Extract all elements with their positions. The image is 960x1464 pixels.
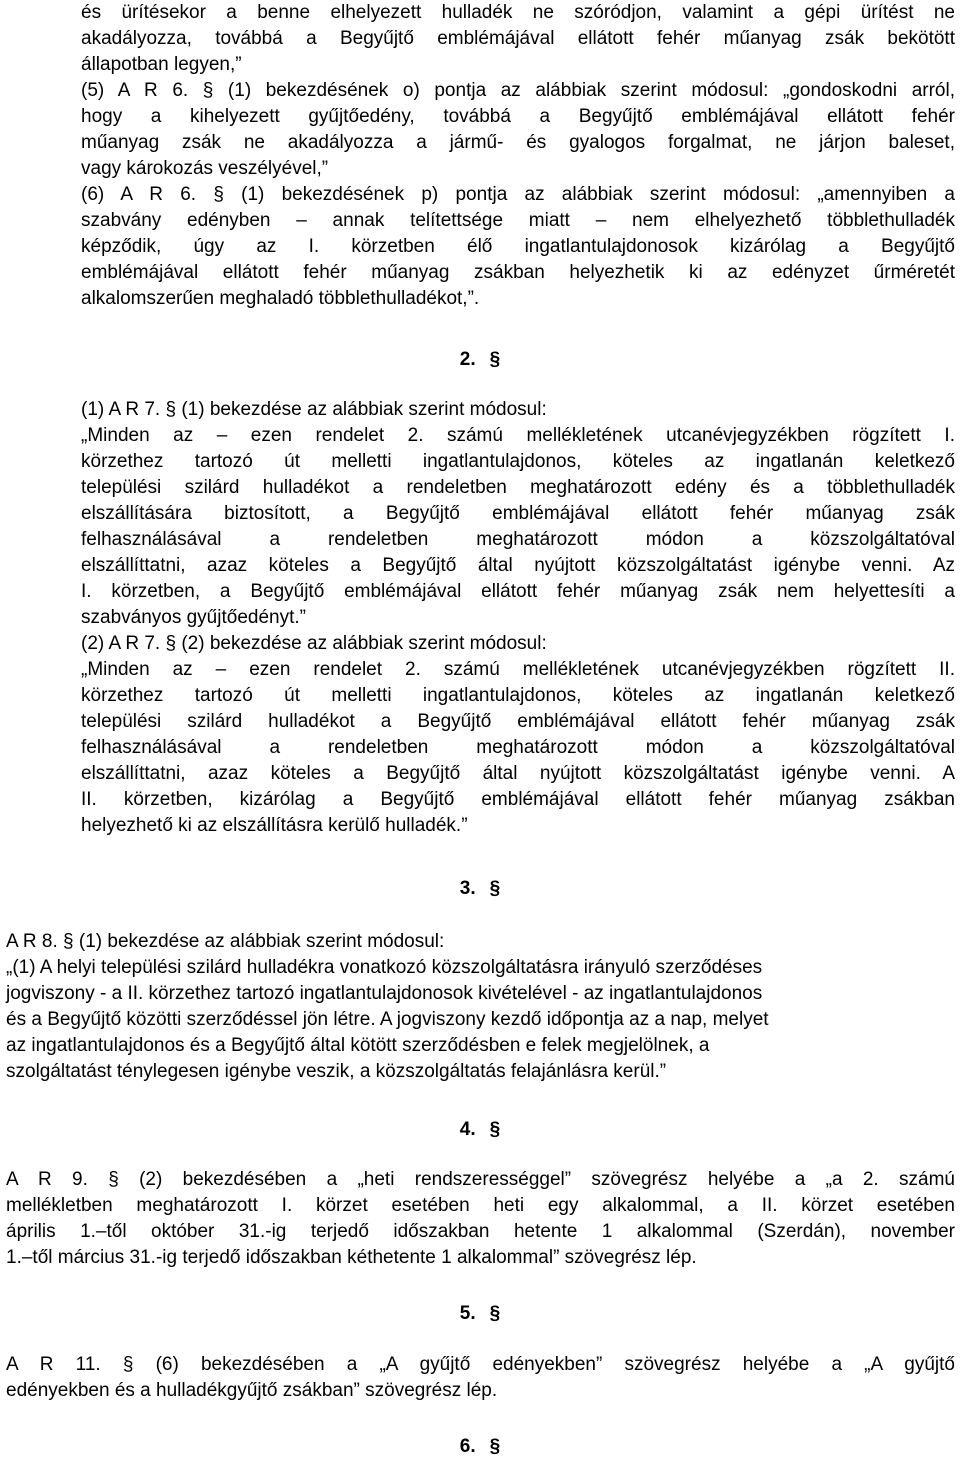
section-sign: § [489, 878, 501, 899]
section-number: 3. [459, 878, 476, 899]
text-line: (5) A R 6. § (1) bekezdésének o) pontja az alábbiak szerint módosul: „gondoskodni arról, [81, 80, 955, 101]
text-line: műanyag zsák ne akadályozza a jármű- és gyalogos forgalmat, ne járjon baleset, [81, 132, 955, 153]
section-number: 6. [459, 1436, 476, 1457]
text-line: jogviszony - a II. körzethez tartozó ingatlantulajdonosok kivételével - az ingatlantulajdonos [6, 983, 763, 1004]
text-line: emblémájával ellátott fehér műanyag zsákban helyezhetik ki az edényzet űrméretét [81, 262, 955, 283]
text-line: állapotban legyen,” [81, 54, 242, 75]
text-line: és ürítésekor a benne elhelyezett hulladék ne szóródjon, valamint a gépi ürítést ne [81, 2, 955, 23]
section-heading-3 [0, 874, 960, 904]
text-line: II. körzetben, kizárólag a Begyűjtő emblémájával ellátott fehér műanyag zsákban [81, 789, 955, 810]
text-line: A R 11. § (6) bekezdésében a „A gyűjtő edényekben” szövegrész helyébe a „A gyűjtő [6, 1354, 955, 1375]
text-line: helyezhető ki az elszállításra kerülő hulladék.” [81, 815, 468, 836]
text-line: körzethez tartozó út melletti ingatlantulajdonos, köteles az ingatlanán keletkező [81, 685, 955, 706]
text-line: „Minden az – ezen rendelet 2. számú mellékletének utcanévjegyzékben rögzített II. [81, 659, 955, 680]
text-line: települési szilárd hulladékot a rendeletben meghatározott edény és a többlethulladék [81, 477, 955, 498]
section-heading-2 [0, 345, 960, 375]
text-line: elszállíttatni, azaz köteles a Begyűjtő által nyújtott közszolgáltatást igénybe venni. A [81, 763, 955, 784]
section-sign: § [489, 349, 501, 370]
paragraph-block-4 [6, 1167, 955, 1271]
text-line: hogy a kihelyezett gyűjtőedény, továbbá a Begyűjtő emblémájával ellátott fehér [81, 106, 955, 127]
section-heading-4 [0, 1115, 960, 1145]
text-line: az ingatlantulajdonos és a Begyűjtő által kötött szerződésben e felek megjelölnek, a [6, 1035, 710, 1056]
text-line: szabványos gyűjtőedényt.” [81, 607, 306, 628]
text-line: települési szilárd hulladékot a Begyűjtő emblémájával ellátott fehér műanyag zsák [81, 711, 955, 732]
text-line: (1) A R 7. § (1) bekezdése az alábbiak szerint módosul: [81, 399, 547, 420]
text-line: és a Begyűjtő közötti szerződéssel jön létre. A jogviszony kezdő időpontja az a nap, melyet [6, 1009, 769, 1030]
text-line: április 1.–től október 31.-ig terjedő időszakban hetente 1 alkalommal (Szerdán), november [6, 1221, 955, 1242]
paragraph-block-5 [6, 1352, 955, 1404]
text-line: szolgáltatást ténylegesen igénybe veszik, a közszolgáltatás felajánlásra kerül.” [6, 1061, 667, 1082]
text-line: A R 9. § (2) bekezdésében a „heti rendszerességgel” szövegrész helyébe a „a 2. számú [6, 1169, 955, 1190]
text-line: „Minden az – ezen rendelet 2. számú mellékletének utcanévjegyzékben rögzített I. [81, 425, 955, 446]
paragraph-block-2 [81, 397, 955, 839]
text-line: elszállíttatni, azaz köteles a Begyűjtő által nyújtott közszolgáltatást igénybe venni. Az [81, 555, 955, 576]
text-line: edényekben és a hulladékgyűjtő zsákban” szövegrész lép. [6, 1380, 498, 1401]
text-line: akadályozza, továbbá a Begyűjtő emblémájával ellátott fehér műanyag zsák bekötött [81, 28, 955, 49]
section-number: 4. [459, 1119, 476, 1140]
text-line: vagy károkozás veszélyével,” [81, 158, 329, 179]
text-line: (6) A R 6. § (1) bekezdésének p) pontja az alábbiak szerint módosul: „amennyiben a [81, 184, 955, 205]
text-line: felhasználásával a rendeletben meghatározott módon a közszolgáltatóval [81, 737, 955, 758]
paragraph-block-3 [6, 929, 932, 1085]
text-line: körzethez tartozó út melletti ingatlantulajdonos, köteles az ingatlanán keletkező [81, 451, 955, 472]
section-sign: § [489, 1303, 501, 1324]
text-line: „(1) A helyi települési szilárd hulladékra vonatkozó közszolgáltatásra irányuló szerződéses [6, 957, 763, 978]
section-heading-5 [0, 1299, 960, 1329]
paragraph-block-1 [81, 0, 955, 312]
text-line: 1.–től március 31.-ig terjedő időszakban kéthetente 1 alkalommal” szövegrész lép. [6, 1247, 697, 1268]
text-line: szabvány edényben – annak telítettsége miatt – nem elhelyezhető többlethulladék [81, 210, 955, 231]
text-line: elszállítására biztosított, a Begyűjtő emblémájával ellátott fehér műanyag zsák [81, 503, 955, 524]
text-line: felhasználásával a rendeletben meghatározott módon a közszolgáltatóval [81, 529, 955, 550]
text-line: mellékletben meghatározott I. körzet esetében heti egy alkalommal, a II. körzet esetében [6, 1195, 955, 1216]
section-number: 5. [459, 1303, 476, 1324]
text-line: A R 8. § (1) bekezdése az alábbiak szerint módosul: [6, 931, 445, 952]
section-sign: § [489, 1436, 501, 1457]
text-line: I. körzetben, a Begyűjtő emblémájával ellátott fehér műanyag zsák nem helyettesíti a [81, 581, 955, 602]
text-line: alkalomszerűen meghaladó többlethulladékot,”. [81, 288, 480, 309]
section-sign: § [489, 1119, 501, 1140]
section-heading-6 [0, 1432, 960, 1462]
section-number: 2. [459, 349, 476, 370]
text-line: (2) A R 7. § (2) bekezdése az alábbiak szerint módosul: [81, 633, 547, 654]
text-line: képződik, úgy az I. körzetben élő ingatlantulajdonosok kizárólag a Begyűjtő [81, 236, 955, 257]
